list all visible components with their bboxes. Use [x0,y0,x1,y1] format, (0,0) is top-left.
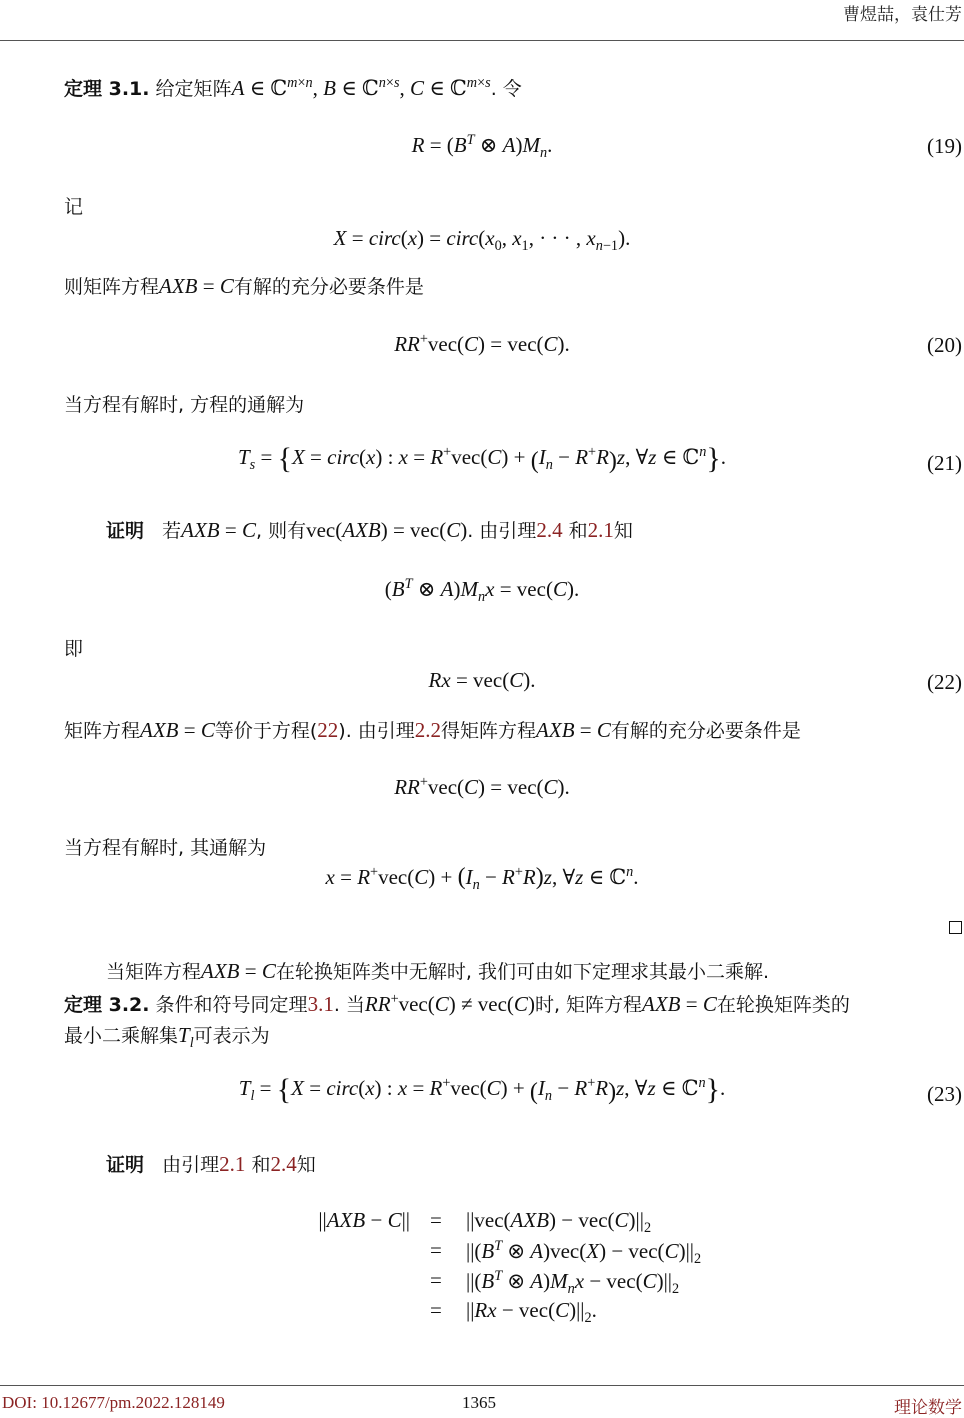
footer-rule [0,1385,964,1386]
proof-2-opening: 证明 由引理2.1 和2.4知 [106,1152,316,1176]
equation-19-number: (19) [927,134,962,158]
theorem-3-1-text: 给定矩阵 [155,78,232,100]
ji-text: 记 [64,196,84,218]
theorem-3-2-line-2: 最小二乘解集$T_l$可表示为 [64,1023,270,1052]
footer-doi-link[interactable]: DOI: 10.12677/pm.2022.128149 [2,1393,225,1412]
general-solution-formula: $x = R^+vec(C) + (I_n - R^+R)z$, ∀z ∈ ℂ$^n$. [325,864,639,894]
ref-lemma-2-4-b[interactable]: 2.4 [270,1152,297,1176]
theorem-3-1-statement: 定理 3.1. 给定矩阵A ∈ ℂ$^{m\times n}$, B ∈ ℂ$^{n\times s}$, C ∈ ℂ$^{m\times s}$. 令 [64,75,522,100]
general-solution-intro-2: 当方程有解时, 其通解为 [64,837,267,859]
equation-22-number: (22) [927,670,962,694]
solvability-condition-repeat: RR+vec(C) = vec(C). [394,774,570,799]
proof-1-opening: 证明 若AXB = C, 则有vec(AXB) = vec(C). 由引理2.4 和2.1知 [106,518,633,542]
theorem-3-1-text-end: . 令 [490,78,522,100]
ref-lemma-2-4[interactable]: 2.4 [536,518,563,542]
equivalence-text: 矩阵方程AXB = C等价于方程(22). 由引理2.2得矩阵方程AXB = C有解的充分必要条件是 [64,718,801,742]
header-rule [0,40,964,41]
equation-21: $T_s = \{X$ = circ(x) : $x = R^+vec(C) + (I_n - R^+R)z$, ∀z ∈ ℂ$^n$}. [237,442,727,475]
equation-23-number: (23) [927,1082,962,1106]
equation-23: $T_l = \{X$ = circ(x) : $x = R^+vec(C) + (I_n - R^+R)z$, ∀z ∈ ℂ$^n$}. [238,1073,726,1106]
qed-box [949,921,962,934]
equation-21-number: (21) [927,451,962,475]
theorem-3-2-label: 定理 3.2. [64,994,150,1016]
kronecker-equation: ($B^T$ ⊗ $A)M_nx = vec(C)$. [384,576,580,606]
ref-theorem-3-1[interactable]: 3.1 [307,992,334,1016]
proof-2-label: 证明 [106,1154,145,1176]
circulant-definition: X = circ(x) = $circ(x_0$, $x_1$, · · · , $x_{n-1}$). [333,226,631,255]
ji2-text: 即 [64,638,84,660]
ref-lemma-2-2[interactable]: 2.2 [414,718,442,742]
ref-lemma-2-1[interactable]: 2.1 [587,518,614,542]
theorem-3-2-statement: 定理 3.2. 条件和符号同定理3.1. 当RR+vec(C) ≠ vec(C)时, 矩阵方程AXB = C在轮换矩阵类的 [64,991,850,1016]
equation-20: RR+vec(C) = vec(C). [394,331,570,356]
footer-journal-name[interactable]: 理论数学 [894,1398,962,1418]
least-squares-transition: 当矩阵方程AXB = C在轮换矩阵类中无解时, 我们可由如下定理求其最小二乘解. [106,959,769,983]
general-solution-intro: 当方程有解时, 方程的通解为 [64,394,305,416]
solvability-condition-text: 则矩阵方程AXB = C有解的充分必要条件是 [64,274,424,298]
footer-page-number: 1365 [462,1393,496,1412]
running-header-authors: 曹煜喆，袁仕芳 [843,5,962,25]
proof-1-label: 证明 [106,520,145,542]
theorem-3-1-label: 定理 3.1. [64,78,150,100]
equation-19: $R = (B^T$ ⊗ $A)M_n$. [411,132,553,162]
ref-equation-22[interactable]: 22 [317,718,339,742]
equation-20-number: (20) [927,333,962,357]
equation-22: Rx = vec(C). [428,668,536,692]
ref-lemma-2-1-b[interactable]: 2.1 [219,1152,246,1176]
